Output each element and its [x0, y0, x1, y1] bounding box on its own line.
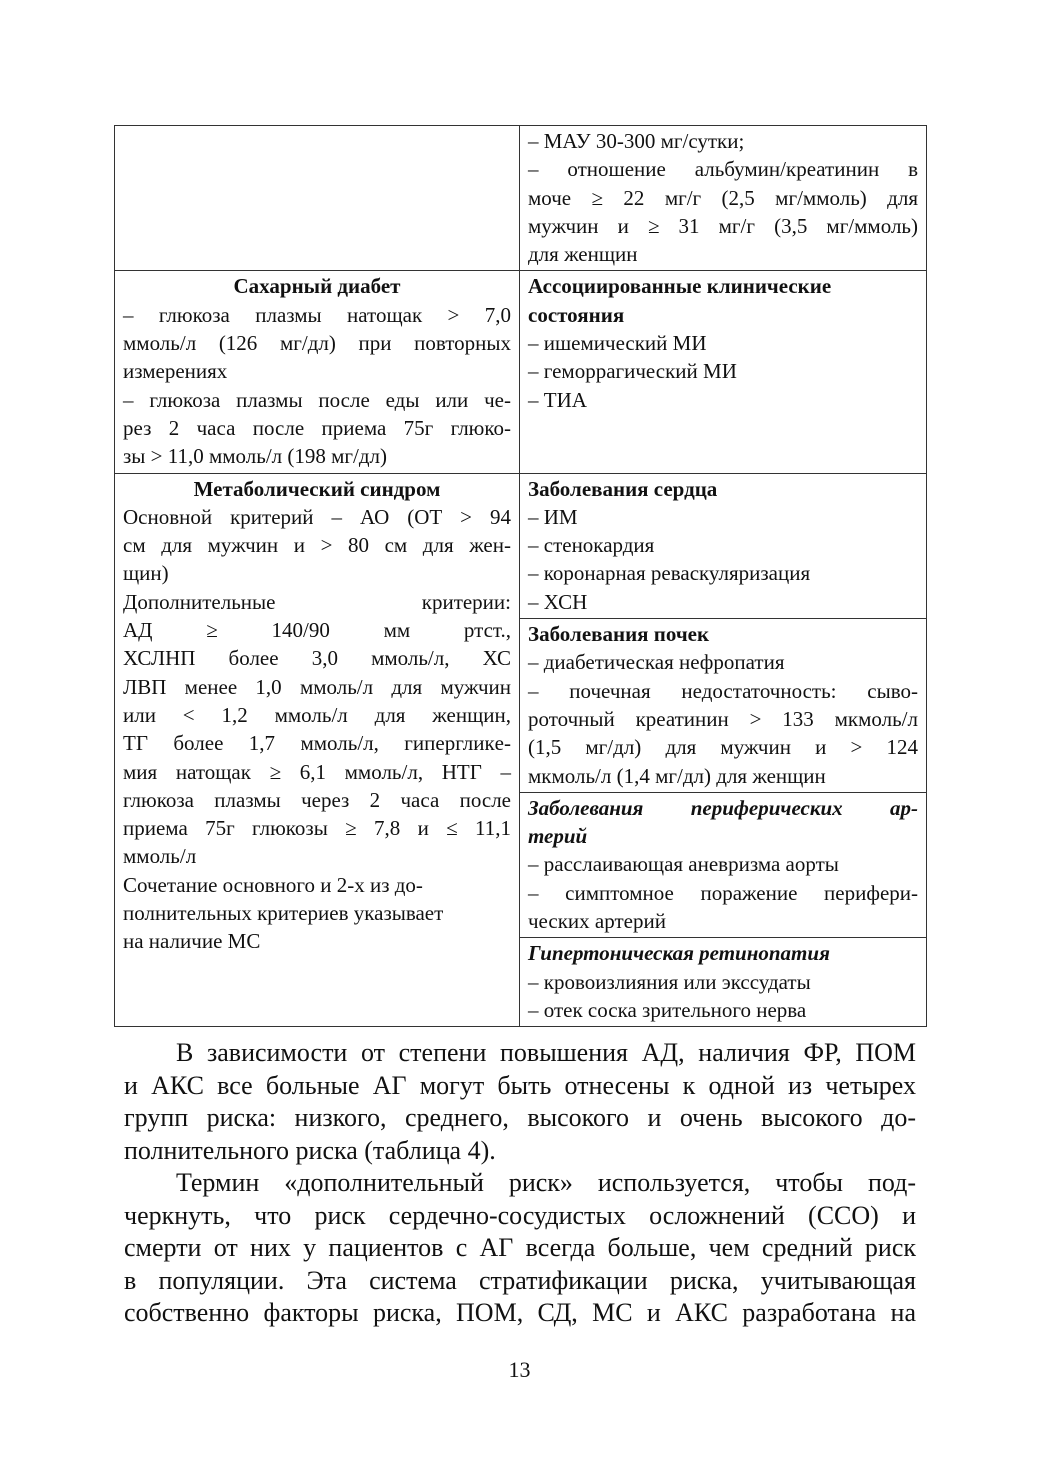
text-line: – ишемический МИ — [528, 331, 707, 356]
paragraph-line: Термин «дополнительный риск» используется, чтобы под- — [176, 1168, 916, 1197]
organ-disease-block — [520, 474, 926, 618]
text-line: Дополнительные критерии: — [123, 589, 511, 614]
paragraph-additional-risk — [124, 1167, 916, 1330]
table-row — [115, 126, 927, 271]
table-cell-associated-conditions — [520, 271, 927, 473]
paragraph-line: смерти от них у пациентов с АГ всегда больше, чем средний риск — [124, 1233, 916, 1262]
diabetes-heading: Сахарный диабет — [233, 274, 401, 299]
text-line: или < 1,2 ммоль/л для женщин, — [123, 702, 511, 727]
text-line: измерениях — [123, 359, 228, 384]
text-line: полнительных критериев указывает — [123, 901, 444, 926]
text-line: см для мужчин и > 80 см для жен- — [123, 533, 511, 558]
text-line: Сочетание основного и 2-х из до- — [123, 872, 423, 897]
text-line: – расслаивающая аневризма аорты — [528, 852, 839, 877]
text-line: – ИМ — [528, 504, 578, 529]
organ-disease-block — [520, 937, 926, 1026]
text-line: – глюкоза плазмы натощак > 7,0 — [123, 302, 511, 327]
paragraph-line: В зависимости от степени повышения АД, наличия ФР, ПОМ — [176, 1038, 916, 1067]
text-line: ХСЛНП более 3,0 ммоль/л, ХС — [123, 646, 511, 671]
text-line: – отношение альбумин/креатинин в — [528, 157, 918, 182]
text-line: – геморрагический МИ — [528, 359, 737, 384]
text-line: приема 75г глюкозы ≥ 7,8 и ≤ 11,1 — [123, 816, 511, 841]
table-row — [115, 473, 927, 1027]
metabolic-syndrome-heading: Метаболический синдром — [193, 476, 441, 501]
text-line: для женщин — [528, 242, 638, 267]
block-heading: Гипертоническая ретинопатия — [528, 941, 830, 966]
block-heading: Заболевания периферических ар- — [528, 795, 918, 820]
text-line: – симптомное поражение перифери- — [528, 880, 918, 905]
text-line: на наличие МС — [123, 929, 261, 954]
associated-conditions-heading: Ассоциированные клинические — [528, 274, 832, 299]
text-line: ммоль/л — [123, 844, 197, 869]
text-line: зы > 11,0 ммоль/л (198 мг/дл) — [123, 444, 388, 469]
block-heading: терий — [528, 824, 588, 849]
text-line: – ТИА — [528, 387, 587, 412]
associated-conditions-heading: состояния — [528, 302, 625, 327]
table-cell-diabetes — [115, 271, 520, 473]
table-row — [115, 271, 927, 473]
text-line: мкмоль/л (1,4 мг/дл) для женщин — [528, 763, 826, 788]
text-line: – коронарная реваскуляризация — [528, 561, 811, 586]
text-line: – диабетическая нефропатия — [528, 650, 785, 675]
paragraph-line: полнительного риска (таблица 4). — [124, 1135, 496, 1165]
table-cell-organ-diseases — [520, 473, 927, 1027]
text-line: мужчин и ≥ 31 мг/г (3,5 мг/ммоль) — [528, 213, 918, 238]
text-line: – МАУ 30-300 мг/сутки; — [528, 129, 745, 153]
text-line: АД ≥ 140/90 мм ртст., — [123, 618, 511, 643]
table-cell-empty — [115, 126, 520, 271]
paragraph-line: групп риска: низкого, среднего, высокого и очень высокого до- — [124, 1103, 916, 1132]
text-line: – кровоизлияния или экссудаты — [528, 969, 811, 994]
paragraph-line: черкнуть, что риск сердечно-сосудистых осложнений (ССО) и — [124, 1200, 916, 1230]
text-line: ческих артерий — [528, 909, 666, 934]
text-line: – стенокардия — [528, 533, 655, 558]
text-line: – отек соска зрительного нерва — [528, 997, 807, 1022]
risk-factors-table — [114, 125, 927, 1027]
text-line: щин) — [123, 561, 169, 586]
organ-disease-block — [520, 792, 926, 937]
text-line: глюкоза плазмы через 2 часа после — [123, 787, 511, 812]
text-line: (1,5 мг/дл) для мужчин и > 124 — [528, 735, 918, 760]
text-line: ТГ более 1,7 ммоль/л, гипергликe- — [123, 731, 511, 756]
text-line: – почечная недостаточность: сыво- — [528, 678, 918, 703]
block-heading: Заболевания почек — [528, 622, 710, 647]
text-line: ммоль/л (126 мг/дл) при повторных — [123, 331, 511, 356]
organ-disease-block — [520, 618, 926, 792]
table-cell-metabolic-syndrome — [115, 473, 520, 1027]
block-heading: Заболевания сердца — [528, 476, 718, 501]
table-cell-mau — [520, 126, 927, 271]
text-line: мия натощак ≥ 6,1 ммоль/л, НТГ – — [123, 759, 511, 784]
text-line: моче ≥ 22 мг/г (2,5 мг/ммоль) для — [528, 185, 918, 210]
text-line: – глюкоза плазмы после еды или че- — [123, 387, 511, 412]
text-line: ЛВП менее 1,0 ммоль/л для мужчин — [123, 674, 511, 699]
paragraph-line: собственно факторы риска, ПОМ, СД, МС и АКС разработана на — [124, 1298, 916, 1327]
text-line: рез 2 часа после приема 75г глюко- — [123, 415, 511, 440]
text-line: – ХСН — [528, 589, 588, 614]
text-line: роточный креатинин > 133 мкмоль/л — [528, 706, 918, 731]
page-number: 13 — [508, 1357, 531, 1382]
paragraph-line: и АКС все больные АГ могут быть отнесены к одной из четырех — [124, 1070, 916, 1100]
text-line: Основной критерий – АО (ОТ > 94 — [123, 504, 511, 529]
paragraph-line: в популяции. Эта система стратификации риска, учитывающая — [124, 1265, 916, 1295]
paragraph-risk-groups — [124, 1037, 916, 1167]
